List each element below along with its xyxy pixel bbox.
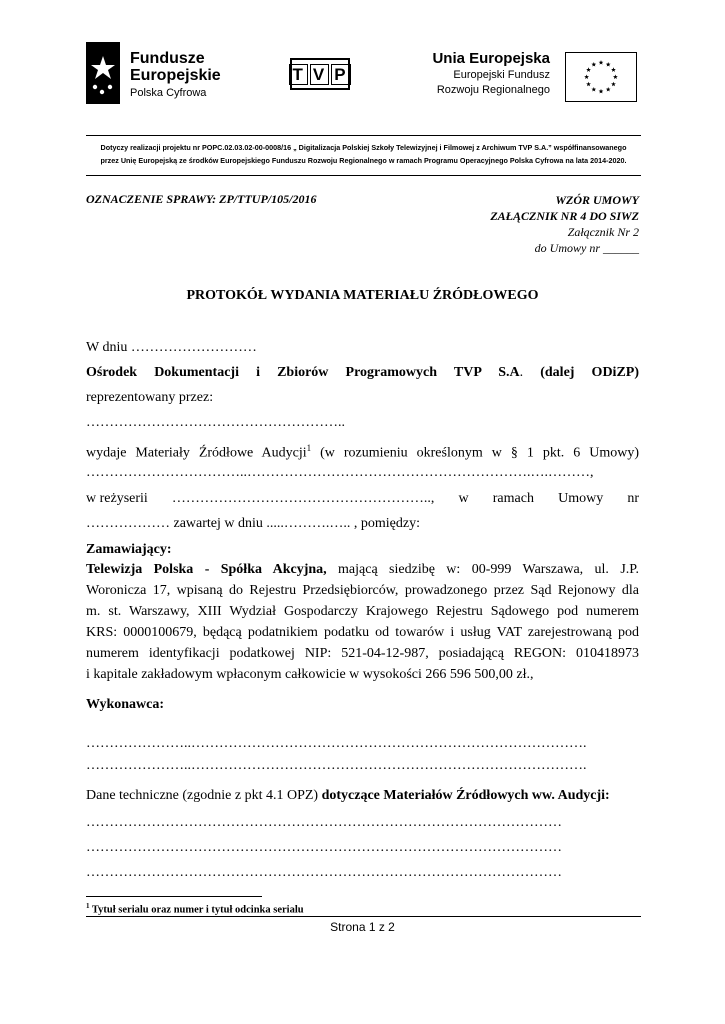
technical-dots3: ………………………………………………………………………………………… — [86, 865, 562, 880]
attachment-block — [490, 192, 639, 256]
ue-line3: Rozwoju Regionalnego — [436, 84, 550, 96]
odizp-line — [86, 362, 639, 384]
attachment-line4: do Umowy nr ______ — [534, 241, 639, 255]
project-note — [86, 141, 641, 167]
zamawiajacy-line3: m. st. Warszawy, XIII Wydział Gospodarczy Krajowego Rejestru Sądowego pod numerem — [86, 604, 639, 619]
technical-dots2: ………………………………………………………………………………………… — [86, 840, 562, 855]
zamawiajacy-name: Telewizja Polska - Spółka Akcyjna, — [86, 562, 327, 577]
attachment-line1: WZÓR UMOWY — [555, 193, 639, 207]
wykonawca-dots1: …………………..…………………………………………………………………………. — [86, 736, 587, 751]
contract-line: ……………… zawartej w dniu .....……….….. , pomiędzy: — [86, 516, 421, 531]
unia-europejska-text — [432, 50, 550, 98]
footnote — [86, 902, 304, 916]
footer-divider — [86, 916, 641, 917]
fe-line3: Polska Cyfrowa — [130, 87, 207, 99]
eu-star-icon — [586, 82, 591, 87]
eu-star-icon — [586, 67, 591, 72]
director-w: w — [458, 491, 469, 506]
zamawiajacy-line5: numerem identyfikacji podatkowej NIP: 521-04-12-987, posiadającą REGON: 010418973 — [86, 646, 639, 661]
zamawiajacy-label: Zamawiający: — [86, 542, 172, 557]
eu-star-icon — [611, 82, 616, 87]
footnote-ref: 1 — [306, 443, 312, 453]
eu-star-icon — [611, 67, 616, 72]
zamawiajacy-line4: KRS: 0000100679, będącą podatnikiem podatku od towarów i usług VAT zarejestrowaną pod — [86, 625, 639, 640]
eu-star-icon — [599, 60, 604, 65]
wykonawca-label: Wykonawca: — [86, 697, 165, 712]
director-umowy: Umowy — [558, 491, 604, 506]
director-dots: ……………………………………………….., — [171, 491, 435, 506]
issues-line — [86, 437, 639, 465]
technical-dots1: ………………………………………………………………………………………… — [86, 815, 562, 830]
eu-star-icon — [613, 75, 618, 80]
tvp-letter-v: V — [310, 64, 329, 85]
eu-star-icon — [599, 89, 604, 94]
director-ramach: ramach — [492, 491, 534, 506]
footnote-text: Tytuł serialu oraz numer i tytuł odcinka serialu — [89, 904, 304, 916]
attachment-line3: Załącznik Nr 2 — [567, 225, 639, 239]
issues-pre: wydaje Materiały Źródłowe Audycji — [86, 445, 307, 461]
technical-data-line — [86, 785, 639, 807]
tvp-logo — [290, 58, 350, 90]
odizp-separator: . — [519, 365, 541, 380]
tvp-letter-p: P — [331, 64, 350, 85]
ue-line1: Unia Europejska — [432, 50, 550, 67]
eu-star-icon — [584, 75, 589, 80]
header-divider — [86, 135, 641, 136]
zamawiajacy-address: mającą siedzibę w: 00-999 Warszawa, ul. J.P. — [326, 562, 639, 577]
director-label: w reżyserii — [86, 491, 148, 506]
date-line: W dniu ……………………… — [86, 340, 257, 355]
project-note-line1: Dotyczy realizacji projektu nr POPC.02.03.02-00-0008/16 „ Digitalizacja Polskiej Szkoły Telewizyjnej i Filmowej z Archiwum TVP S.A.” współfinansowanego — [100, 143, 627, 152]
represented-dots: ……………………………………………….. — [86, 415, 345, 430]
attachment-line2: ZAŁĄCZNIK NR 4 DO SIWZ — [490, 209, 639, 223]
zamawiajacy-line1 — [86, 559, 639, 581]
odizp-abbrev: (dalej ODiZP) — [540, 365, 639, 380]
wykonawca-dots2: …………………..…………………………………………………………………………. — [86, 758, 587, 773]
technical-data-label: Dane techniczne (zgodnie z pkt 4.1 OPZ) — [86, 788, 322, 803]
fe-star-mark-icon — [86, 42, 120, 104]
audition-dots: ……………………………..…………………………………………………….….………, — [86, 465, 594, 480]
fe-line1: Fundusze — [130, 50, 205, 67]
eu-star-icon — [591, 87, 596, 92]
project-note-line2: przez Unię Europejską ze środków Europejskiego Funduszu Rozwoju Regionalnego w ramach Programu Operacyjnego Polska Cyfrowa na lata 2014-2020. — [100, 156, 627, 165]
odizp-name: Ośrodek Dokumentacji i Zbiorów Programowych TVP S.A — [86, 365, 520, 380]
case-reference: OZNACZENIE SPRAWY: ZP/TTUP/105/2016 — [86, 192, 317, 206]
ue-line2: Europejski Fundusz — [453, 69, 550, 81]
eu-flag-icon — [565, 52, 637, 102]
technical-data-bold: dotyczące Materiałów Źródłowych ww. Audycji: — [321, 788, 610, 803]
note-divider — [86, 175, 641, 176]
issues-post: (w rozumieniu określonym w § 1 pkt. 6 Umowy) — [311, 445, 639, 461]
eu-star-icon — [606, 87, 611, 92]
tvp-letter-t: T — [289, 64, 307, 85]
fundusze-europejskie-logo — [86, 42, 246, 104]
footnote-number: 1 — [86, 902, 90, 910]
zamawiajacy-line2: Woronicza 17, wpisaną do Rejestru Przedsiębiorców, prowadzonego przez Sąd Rejonowy dla — [86, 583, 639, 598]
zamawiajacy-line6: i kapitale zakładowym wpłaconym całkowicie w wysokości 266 596 500,00 zł., — [86, 667, 534, 682]
eu-star-icon — [606, 62, 611, 67]
footnote-separator — [86, 896, 262, 897]
director-line — [86, 488, 639, 510]
document-title: PROTOKÓŁ WYDANIA MATERIAŁU ŹRÓDŁOWEGO — [186, 288, 539, 303]
page-number: Strona 1 z 2 — [330, 920, 395, 934]
fe-line2: Europejskie — [130, 67, 221, 84]
eu-star-icon — [591, 62, 596, 67]
director-nr: nr — [627, 491, 639, 506]
represented-label: reprezentowany przez: — [86, 390, 214, 405]
